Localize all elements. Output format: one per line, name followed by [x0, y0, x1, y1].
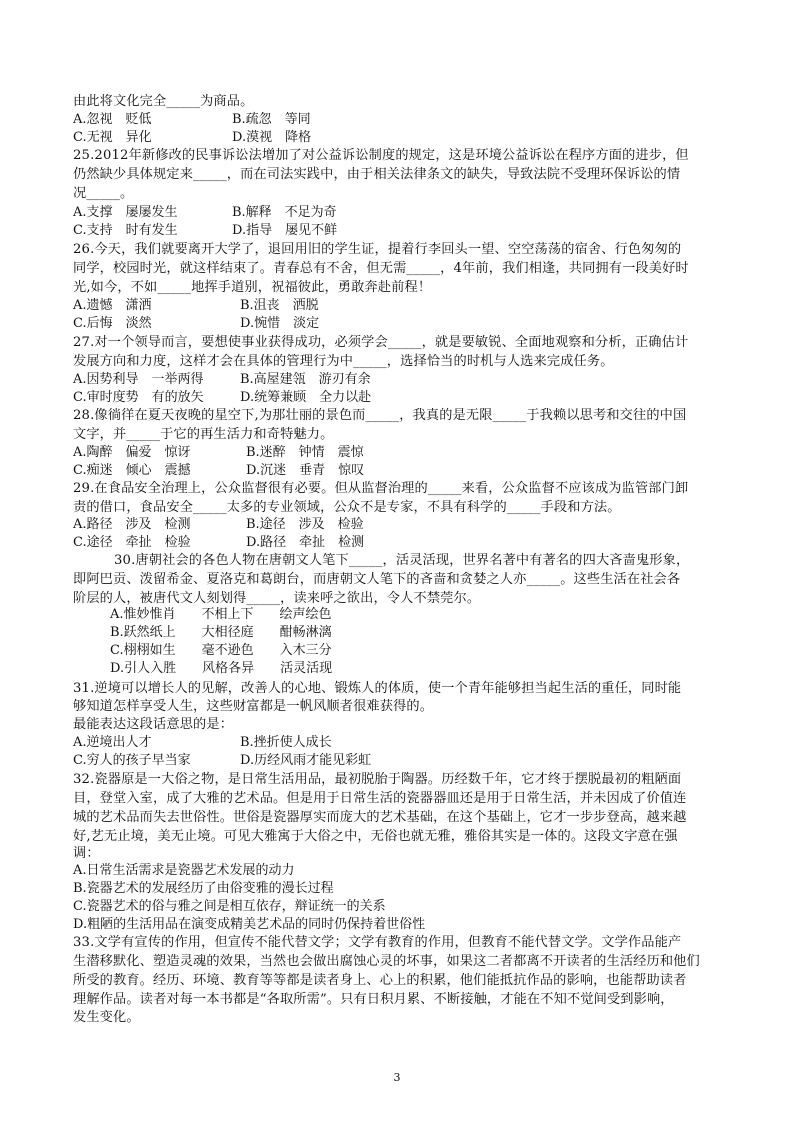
- option-b: B.疏忽 等同: [232, 112, 311, 127]
- option-a: A.惟妙惟肖 不相上下 绘声绘色: [110, 607, 332, 622]
- question-28-text: 28.像徜徉在夏天夜晚的星空下,为那壮丽的景色而_____，我真的是无限_____于我赖以思考和交往的中国: [73, 408, 687, 423]
- text-line: 最能表达这段话意思的是：: [73, 717, 234, 732]
- text-line: 目，登堂入室，成了大雅的艺术品。但是用于日常生活的瓷器器皿还是用于日常生活，并未因成了价值连: [73, 791, 687, 806]
- option-b: B.瓷器艺术的发展经历了由俗变雅的漫长过程: [73, 881, 334, 896]
- option-c: C.后悔 淡然: [73, 316, 152, 331]
- option-c: C.无视 异化: [73, 130, 152, 145]
- option-a: A.日常生活需求是瓷器艺术发展的动力: [73, 863, 295, 878]
- question-27-text: 27.对一个领导而言，要想使事业获得成功，必须学会_____，就是要敏锐、全面地观察和分析，正确估计: [73, 335, 689, 350]
- option-c: C.审时度势 有的放矢: [73, 390, 204, 405]
- option-d: D.惋惜 淡定: [240, 316, 320, 331]
- option-b: B.高屋建瓴 游刃有余: [240, 372, 371, 387]
- text-line: 够知道怎样享受人生，这些财富都是一帆风顺者很难获得的。: [73, 699, 434, 714]
- text-line: 仍然缺少具体规定来_____，而在司法实践中，由于相关法律条文的缺失，导致法院不受理环保诉讼的情: [73, 167, 681, 182]
- text-line: 城的艺术品而失去世俗性。世俗是瓷器厚实而庞大的艺术基础，在这个基础上，它才一步步登高，越来越: [73, 810, 687, 825]
- option-d: D.历经风雨才能见彩虹: [240, 753, 372, 768]
- text-line: 即阿巴贡、泼留希金、夏洛克和葛朗台，而唐朝文人笔下的吝啬和贪婪之人亦_____。这些生活在社会各: [73, 572, 681, 587]
- page-number: 3: [393, 1071, 401, 1084]
- text-line: 光,如今，不如_____地挥手道别，祝福彼此，勇敢奔赴前程！: [73, 280, 432, 295]
- option-a: A.因势利导 一举两得: [73, 372, 204, 387]
- option-d: D.沉迷 垂青 惊叹: [246, 463, 365, 478]
- text-line: 调：: [73, 846, 100, 861]
- text-line: 况_____。: [73, 186, 134, 201]
- text-line: 好,艺无止境，美无止境。可见大雅寓于大俗之中，无俗也就无雅，雅俗其实是一体的。这段文字意在强: [73, 829, 678, 844]
- option-c: C.瓷器艺术的俗与雅之间是相互依存，辩证统一的关系: [73, 899, 386, 914]
- question-33-text: 33.文学有宣传的作用，但宣传不能代替文学；文学有教育的作用，但教育不能代替文学。文学作品能产: [73, 935, 682, 950]
- text-line: 文字，并_____于它的再生活力和奇特魅力。: [73, 427, 334, 442]
- text-line: 由此将文化完全_____为商品。: [73, 94, 254, 109]
- question-29-text: 29.在食品安全治理上，公众监督很有必要。但从监督治理的_____来看，公众监督不应该成为监管部门卸: [73, 481, 689, 496]
- option-a: A.逆境出人才: [73, 735, 152, 750]
- question-26-text: 26.今天，我们就要离开大学了，退回用旧的学生证，提着行李回头一望、空空荡荡的宿舍、行色匆匆的: [73, 242, 682, 257]
- question-25-text: 25.2012年新修改的民事诉讼法增加了对公益诉讼制度的规定，这是环境公益诉讼在程序方面的进步，但: [73, 148, 689, 163]
- option-a: A.支撑 屡屡发生: [73, 205, 178, 220]
- option-c: C.栩栩如生 毫不逊色 入木三分: [110, 643, 332, 658]
- option-d: D.漠视 降格: [232, 130, 312, 145]
- text-line: 理解作品。读者对每一本书都是“各取所需”。只有日积月累、不断接触，才能在不知不觉间受到影响，: [73, 992, 674, 1007]
- text-line: 阶层的人，被唐代文人刻划得_____，读来呼之欲出，令人不禁莞尔。: [73, 591, 481, 606]
- option-a: A.路径 涉及 检测: [73, 517, 191, 532]
- option-c: C.痴迷 倾心 震撼: [73, 463, 191, 478]
- option-b: B.挫折使人成长: [240, 735, 332, 750]
- option-b: B.跃然纸上 大相径庭 酣畅淋漓: [110, 625, 332, 640]
- text-line: 发展方向和力度，这样才会在具体的管理行为中_____，选择恰当的时机与人选来完成任务。: [73, 354, 614, 369]
- text-line: 责的借口，食品安全_____太多的专业领域，公众不是专家，不具有科学的_____手段和方法。: [73, 500, 621, 515]
- option-c: C.支持 时有发生: [73, 223, 178, 238]
- option-a: A.遗憾 潇洒: [73, 298, 152, 313]
- option-d: D.引人入胜 风格各异 活灵活现: [110, 661, 333, 676]
- option-a: A.陶醉 偏爱 惊讶: [73, 445, 191, 460]
- text-line: 所受的教育。经历、环境、教育等等都是读者身上、心上的积累，他们能抵抗作品的影响，也能帮助读者: [73, 973, 687, 988]
- option-d: D.指导 屡见不鲜: [232, 223, 338, 238]
- option-a: A.忽视 贬低: [73, 112, 152, 127]
- option-b: B.迷醉 钟情 震惊: [246, 445, 364, 460]
- option-b: B.沮丧 洒脱: [240, 298, 319, 313]
- option-d: D.统筹兼顾 全力以赴: [240, 390, 372, 405]
- option-d: D.路径 牵扯 检测: [246, 535, 365, 550]
- option-c: C.途径 牵扯 检验: [73, 535, 191, 550]
- option-d: D.粗陋的生活用品在演变成精美艺术品的同时仍保持着世俗性: [73, 917, 426, 932]
- question-32-text: 32.瓷器原是一大俗之物，是日常生活用品，最初脱胎于陶器。历经数千年，它才终于摆脱最初的粗陋面: [73, 772, 682, 787]
- text-line: 发生变化。: [73, 1010, 140, 1025]
- text-line: 生潜移默化、塑造灵魂的效果，当然也会做出腐蚀心灵的坏事，如果这二者都离不开读者的生活经历和他们: [73, 954, 700, 969]
- text-line: 同学，校园时光，就这样结束了。青春总有不舍，但无需_____，4年前，我们相逢，共同拥有一段美好时: [73, 261, 689, 276]
- option-b: B.途径 涉及 检验: [246, 517, 364, 532]
- question-30-text: 30.唐朝社会的各色人物在唐朝文人笔下_____，活灵活现，世界名著中有著名的四大吝啬鬼形象，: [114, 553, 690, 568]
- option-b: B.解释 不足为奇: [232, 205, 337, 220]
- option-c: C.穷人的孩子早当家: [73, 753, 191, 768]
- question-31-text: 31.逆境可以增长人的见解，改善人的心地、锻炼人的体质，使一个青年能够担当起生活的重任，同时能: [73, 681, 682, 696]
